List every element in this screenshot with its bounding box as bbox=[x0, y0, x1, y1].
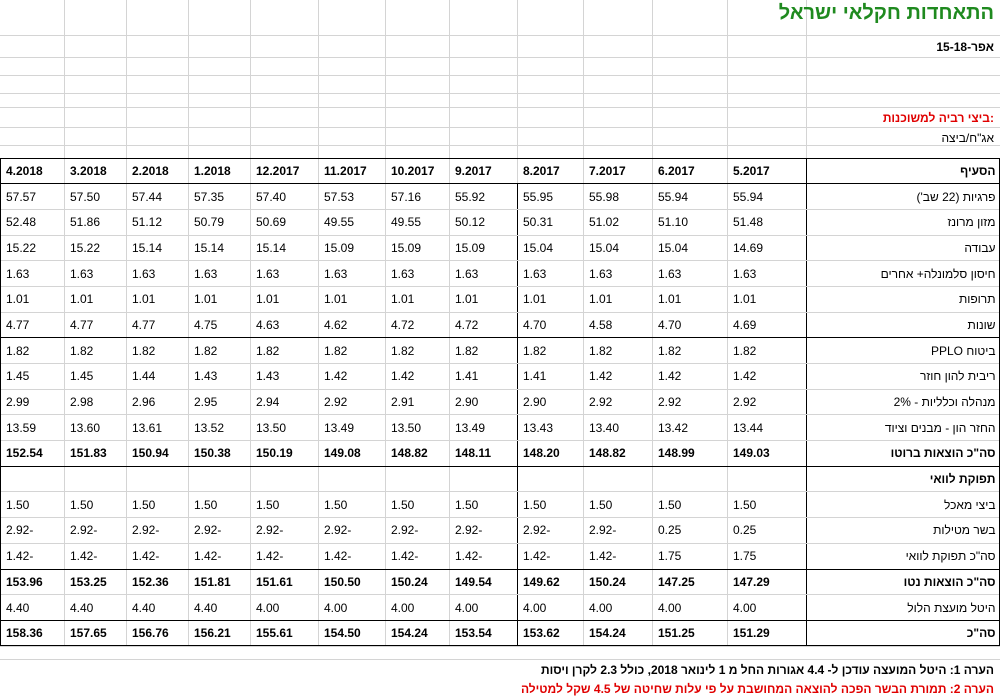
value-cell: 57.44 bbox=[127, 184, 189, 210]
value-cell: 15.22 bbox=[1, 235, 65, 261]
value-cell: -1.42 bbox=[127, 543, 189, 569]
value-cell: 154.24 bbox=[584, 620, 653, 646]
value-cell: 51.10 bbox=[653, 209, 728, 235]
value-cell: 1.43 bbox=[189, 364, 251, 390]
value-cell: 1.82 bbox=[189, 338, 251, 364]
grid-row bbox=[0, 58, 1000, 76]
value-cell: 57.16 bbox=[386, 184, 450, 210]
value-cell: 1.82 bbox=[518, 338, 584, 364]
grid-row bbox=[0, 108, 1000, 128]
value-cell: 150.19 bbox=[251, 441, 319, 467]
value-cell: 147.25 bbox=[653, 569, 728, 595]
value-cell: -1.42 bbox=[584, 543, 653, 569]
note-1: הערה 1: היטל המועצה עודכן ל- 4.4 אגורות החל מ 1 לינואר 2018, כולל 2.3 לקרן ויסות bbox=[540, 663, 994, 677]
sheet-title: התאחדות חקלאי ישראל bbox=[778, 2, 994, 24]
value-cell: 2.92 bbox=[319, 389, 386, 415]
value-cell: 1.63 bbox=[386, 261, 450, 287]
value-cell: -1.42 bbox=[450, 543, 518, 569]
grid-row bbox=[0, 94, 1000, 108]
grid-row bbox=[0, 128, 1000, 146]
value-cell: 1.41 bbox=[518, 364, 584, 390]
value-cell: -2.92 bbox=[450, 518, 518, 544]
value-cell: 148.20 bbox=[518, 441, 584, 467]
value-cell: 4.40 bbox=[189, 595, 251, 621]
column-header: 11.2017 bbox=[319, 158, 386, 184]
column-header: 7.2017 bbox=[584, 158, 653, 184]
value-cell: 4.63 bbox=[251, 312, 319, 338]
value-cell bbox=[65, 466, 127, 492]
value-cell: 156.76 bbox=[127, 620, 189, 646]
value-cell: 1.45 bbox=[1, 364, 65, 390]
value-cell: 4.00 bbox=[251, 595, 319, 621]
value-cell: 57.50 bbox=[65, 184, 127, 210]
row-label: חיסון סלמונלה+ אחרים bbox=[807, 261, 1000, 287]
value-cell: 151.83 bbox=[65, 441, 127, 467]
value-cell: 151.61 bbox=[251, 569, 319, 595]
value-cell: 152.54 bbox=[1, 441, 65, 467]
value-cell bbox=[251, 466, 319, 492]
value-cell: 1.01 bbox=[728, 286, 807, 312]
value-cell: 4.00 bbox=[518, 595, 584, 621]
value-cell: 51.48 bbox=[728, 209, 807, 235]
value-cell: 150.38 bbox=[189, 441, 251, 467]
value-cell: -2.92 bbox=[319, 518, 386, 544]
table-row bbox=[1, 286, 1000, 312]
value-cell: 1.42 bbox=[584, 364, 653, 390]
note-2: הערה 2: תמורת הבשר הפכה להוצאה המחושבת על פי עלות שחיטה של 4.5 שקל למטילה bbox=[520, 682, 994, 696]
value-cell: 1.01 bbox=[518, 286, 584, 312]
value-cell: 50.79 bbox=[189, 209, 251, 235]
table-row bbox=[1, 235, 1000, 261]
value-cell: 55.98 bbox=[584, 184, 653, 210]
value-cell: 1.82 bbox=[127, 338, 189, 364]
value-cell: 57.40 bbox=[251, 184, 319, 210]
value-cell: 13.50 bbox=[251, 415, 319, 441]
value-cell: 2.90 bbox=[450, 389, 518, 415]
row-label: ביצי מאכל bbox=[807, 492, 1000, 518]
row-label: סה"כ הוצאות ברוטו bbox=[807, 441, 1000, 467]
value-cell: 1.50 bbox=[584, 492, 653, 518]
table-row bbox=[1, 184, 1000, 210]
value-cell: 1.63 bbox=[251, 261, 319, 287]
value-cell: 4.62 bbox=[319, 312, 386, 338]
value-cell: 1.50 bbox=[189, 492, 251, 518]
table-row bbox=[1, 261, 1000, 287]
value-cell: 4.00 bbox=[450, 595, 518, 621]
value-cell: 1.50 bbox=[728, 492, 807, 518]
value-cell: 15.04 bbox=[518, 235, 584, 261]
column-header: 9.2017 bbox=[450, 158, 518, 184]
value-cell: 148.99 bbox=[653, 441, 728, 467]
value-cell: 4.00 bbox=[319, 595, 386, 621]
value-cell: 1.01 bbox=[653, 286, 728, 312]
value-cell: 155.61 bbox=[251, 620, 319, 646]
value-cell: 15.22 bbox=[65, 235, 127, 261]
value-cell: -2.92 bbox=[65, 518, 127, 544]
value-cell: 1.82 bbox=[319, 338, 386, 364]
value-cell: -2.92 bbox=[386, 518, 450, 544]
value-cell: 0.25 bbox=[653, 518, 728, 544]
value-cell: -1.42 bbox=[65, 543, 127, 569]
value-cell: 2.90 bbox=[518, 389, 584, 415]
value-cell: 153.25 bbox=[65, 569, 127, 595]
value-cell: 52.48 bbox=[1, 209, 65, 235]
table-row bbox=[1, 492, 1000, 518]
row-label: החזר הון - מבנים וציוד bbox=[807, 415, 1000, 441]
value-cell: 50.31 bbox=[518, 209, 584, 235]
value-cell: 1.63 bbox=[728, 261, 807, 287]
value-cell: 2.94 bbox=[251, 389, 319, 415]
value-cell: 1.63 bbox=[319, 261, 386, 287]
value-cell: 1.50 bbox=[1, 492, 65, 518]
value-cell: 1.50 bbox=[386, 492, 450, 518]
table-row bbox=[1, 441, 1000, 467]
row-label: בשר מטילות bbox=[807, 518, 1000, 544]
value-cell: 2.99 bbox=[1, 389, 65, 415]
column-header: 10.2017 bbox=[386, 158, 450, 184]
value-cell bbox=[653, 466, 728, 492]
column-header: 3.2018 bbox=[65, 158, 127, 184]
value-cell: 1.82 bbox=[386, 338, 450, 364]
value-cell: 1.63 bbox=[127, 261, 189, 287]
value-cell: 13.40 bbox=[584, 415, 653, 441]
value-cell: 57.53 bbox=[319, 184, 386, 210]
value-cell: 2.91 bbox=[386, 389, 450, 415]
value-cell: 149.08 bbox=[319, 441, 386, 467]
value-cell bbox=[319, 466, 386, 492]
value-cell: 4.00 bbox=[386, 595, 450, 621]
value-cell: 149.54 bbox=[450, 569, 518, 595]
value-cell: -2.92 bbox=[189, 518, 251, 544]
value-cell: 1.75 bbox=[728, 543, 807, 569]
table-row bbox=[1, 364, 1000, 390]
value-cell: 1.63 bbox=[65, 261, 127, 287]
value-cell: 153.96 bbox=[1, 569, 65, 595]
row-label: שונות bbox=[807, 312, 1000, 338]
value-cell: 1.01 bbox=[319, 286, 386, 312]
value-cell: -2.92 bbox=[127, 518, 189, 544]
value-cell bbox=[386, 466, 450, 492]
value-cell: 55.94 bbox=[653, 184, 728, 210]
value-cell: 4.77 bbox=[65, 312, 127, 338]
value-cell: 1.01 bbox=[251, 286, 319, 312]
value-cell: 13.59 bbox=[1, 415, 65, 441]
value-cell: 4.70 bbox=[653, 312, 728, 338]
value-cell: -2.92 bbox=[251, 518, 319, 544]
value-cell: 15.09 bbox=[450, 235, 518, 261]
value-cell: 158.36 bbox=[1, 620, 65, 646]
value-cell: 57.35 bbox=[189, 184, 251, 210]
value-cell: -2.92 bbox=[1, 518, 65, 544]
value-cell: 2.92 bbox=[584, 389, 653, 415]
value-cell: 150.94 bbox=[127, 441, 189, 467]
value-cell: 2.92 bbox=[728, 389, 807, 415]
value-cell: 148.82 bbox=[584, 441, 653, 467]
value-cell: 4.00 bbox=[653, 595, 728, 621]
value-cell: 55.95 bbox=[518, 184, 584, 210]
value-cell: 1.45 bbox=[65, 364, 127, 390]
value-cell: 1.44 bbox=[127, 364, 189, 390]
value-cell: 13.60 bbox=[65, 415, 127, 441]
value-cell: 152.36 bbox=[127, 569, 189, 595]
table-row bbox=[1, 569, 1000, 595]
value-cell bbox=[1, 466, 65, 492]
value-cell: 153.62 bbox=[518, 620, 584, 646]
value-cell: 13.42 bbox=[653, 415, 728, 441]
value-cell: 1.50 bbox=[251, 492, 319, 518]
value-cell: 4.70 bbox=[518, 312, 584, 338]
table-row bbox=[1, 415, 1000, 441]
value-cell: 2.95 bbox=[189, 389, 251, 415]
table-header-row bbox=[1, 158, 1000, 184]
row-label: סה"כ bbox=[807, 620, 1000, 646]
value-cell: 148.82 bbox=[386, 441, 450, 467]
value-cell: 4.77 bbox=[127, 312, 189, 338]
row-label: סה"כ תפוקת לוואי bbox=[807, 543, 1000, 569]
value-cell: 4.40 bbox=[65, 595, 127, 621]
value-cell: 1.43 bbox=[251, 364, 319, 390]
value-cell: 1.82 bbox=[1, 338, 65, 364]
grid-row bbox=[0, 36, 1000, 58]
value-cell: 1.63 bbox=[518, 261, 584, 287]
value-cell: -1.42 bbox=[1, 543, 65, 569]
value-cell: 1.01 bbox=[1, 286, 65, 312]
value-cell: 49.55 bbox=[319, 209, 386, 235]
unit-label: אג"ח/ביצה bbox=[941, 131, 994, 145]
row-label: פרגיות (22 שב') bbox=[807, 184, 1000, 210]
value-cell: 1.01 bbox=[386, 286, 450, 312]
table-row bbox=[1, 389, 1000, 415]
table-row bbox=[1, 312, 1000, 338]
value-cell: 1.50 bbox=[65, 492, 127, 518]
value-cell: 1.82 bbox=[450, 338, 518, 364]
value-cell: 4.40 bbox=[127, 595, 189, 621]
value-cell: 154.50 bbox=[319, 620, 386, 646]
value-cell: 51.86 bbox=[65, 209, 127, 235]
value-cell: 4.58 bbox=[584, 312, 653, 338]
value-cell: 150.50 bbox=[319, 569, 386, 595]
row-label: עבודה bbox=[807, 235, 1000, 261]
value-cell: 4.72 bbox=[450, 312, 518, 338]
table-row bbox=[1, 595, 1000, 621]
row-label: מנהלה וכלליות - 2% bbox=[807, 389, 1000, 415]
table-row bbox=[1, 518, 1000, 544]
value-cell: 50.69 bbox=[251, 209, 319, 235]
value-cell: 151.81 bbox=[189, 569, 251, 595]
value-cell bbox=[127, 466, 189, 492]
value-cell: 147.29 bbox=[728, 569, 807, 595]
value-cell: 1.82 bbox=[65, 338, 127, 364]
value-cell: 1.82 bbox=[584, 338, 653, 364]
value-cell: 0.25 bbox=[728, 518, 807, 544]
value-cell: -1.42 bbox=[189, 543, 251, 569]
table-row bbox=[1, 466, 1000, 492]
value-cell bbox=[450, 466, 518, 492]
table-row bbox=[1, 620, 1000, 646]
value-cell: 15.09 bbox=[319, 235, 386, 261]
value-cell: 149.62 bbox=[518, 569, 584, 595]
column-header: 12.2017 bbox=[251, 158, 319, 184]
value-cell: 1.50 bbox=[127, 492, 189, 518]
value-cell: 15.14 bbox=[189, 235, 251, 261]
value-cell: 4.40 bbox=[1, 595, 65, 621]
row-label: היטל מועצת הלול bbox=[807, 595, 1000, 621]
value-cell: 151.25 bbox=[653, 620, 728, 646]
value-cell: 51.12 bbox=[127, 209, 189, 235]
value-cell: 13.61 bbox=[127, 415, 189, 441]
value-cell: 151.29 bbox=[728, 620, 807, 646]
row-label: מזון מרונז bbox=[807, 209, 1000, 235]
table-row bbox=[1, 338, 1000, 364]
value-cell: 4.75 bbox=[189, 312, 251, 338]
value-cell: 1.42 bbox=[653, 364, 728, 390]
value-cell: 1.01 bbox=[450, 286, 518, 312]
value-cell: 1.82 bbox=[653, 338, 728, 364]
value-cell: 1.50 bbox=[653, 492, 728, 518]
column-header: 4.2018 bbox=[1, 158, 65, 184]
row-label: תרופות bbox=[807, 286, 1000, 312]
column-header: 5.2017 bbox=[728, 158, 807, 184]
column-header-label: הסעיף bbox=[807, 158, 1000, 184]
column-header: 2.2018 bbox=[127, 158, 189, 184]
value-cell: 50.12 bbox=[450, 209, 518, 235]
value-cell: 1.63 bbox=[189, 261, 251, 287]
value-cell: 4.00 bbox=[728, 595, 807, 621]
row-label: ביטוח PPLO bbox=[807, 338, 1000, 364]
value-cell: 149.03 bbox=[728, 441, 807, 467]
value-cell: 4.77 bbox=[1, 312, 65, 338]
value-cell: -1.42 bbox=[319, 543, 386, 569]
value-cell: 13.52 bbox=[189, 415, 251, 441]
value-cell: 1.01 bbox=[65, 286, 127, 312]
value-cell: -1.42 bbox=[251, 543, 319, 569]
value-cell: 157.65 bbox=[65, 620, 127, 646]
value-cell: 154.24 bbox=[386, 620, 450, 646]
value-cell: 1.82 bbox=[728, 338, 807, 364]
value-cell bbox=[518, 466, 584, 492]
value-cell: 1.01 bbox=[189, 286, 251, 312]
value-cell: -2.92 bbox=[518, 518, 584, 544]
value-cell bbox=[728, 466, 807, 492]
value-cell: 156.21 bbox=[189, 620, 251, 646]
value-cell: 57.57 bbox=[1, 184, 65, 210]
value-cell: 1.63 bbox=[584, 261, 653, 287]
value-cell: 13.49 bbox=[319, 415, 386, 441]
row-label: סה"כ הוצאות נטו bbox=[807, 569, 1000, 595]
value-cell: 1.50 bbox=[518, 492, 584, 518]
table-row bbox=[1, 543, 1000, 569]
value-cell: 148.11 bbox=[450, 441, 518, 467]
value-cell: 1.42 bbox=[728, 364, 807, 390]
value-cell: 49.55 bbox=[386, 209, 450, 235]
value-cell: 13.44 bbox=[728, 415, 807, 441]
grid-row bbox=[0, 646, 1000, 660]
value-cell: 55.92 bbox=[450, 184, 518, 210]
value-cell: 4.00 bbox=[584, 595, 653, 621]
column-header: 1.2018 bbox=[189, 158, 251, 184]
column-header: 8.2017 bbox=[518, 158, 584, 184]
value-cell: 1.63 bbox=[1, 261, 65, 287]
report-date: 15-אפר-18 bbox=[936, 40, 994, 54]
value-cell: 1.82 bbox=[251, 338, 319, 364]
section-heading: ביצי רביה למשוכנות: bbox=[882, 111, 994, 125]
grid-row bbox=[0, 76, 1000, 94]
value-cell: 1.41 bbox=[450, 364, 518, 390]
value-cell: 1.63 bbox=[450, 261, 518, 287]
value-cell: 1.42 bbox=[319, 364, 386, 390]
row-label: ריבית להון חוזר bbox=[807, 364, 1000, 390]
value-cell: 150.24 bbox=[584, 569, 653, 595]
value-cell: -2.92 bbox=[584, 518, 653, 544]
value-cell: 14.69 bbox=[728, 235, 807, 261]
value-cell: 15.14 bbox=[127, 235, 189, 261]
value-cell: 51.02 bbox=[584, 209, 653, 235]
value-cell: 153.54 bbox=[450, 620, 518, 646]
value-cell: 15.14 bbox=[251, 235, 319, 261]
table-row bbox=[1, 209, 1000, 235]
value-cell: 1.50 bbox=[450, 492, 518, 518]
value-cell: 15.04 bbox=[584, 235, 653, 261]
value-cell: 4.69 bbox=[728, 312, 807, 338]
value-cell: -1.42 bbox=[386, 543, 450, 569]
value-cell: 1.01 bbox=[584, 286, 653, 312]
value-cell: 1.42 bbox=[386, 364, 450, 390]
value-cell: 13.43 bbox=[518, 415, 584, 441]
value-cell bbox=[584, 466, 653, 492]
column-header: 6.2017 bbox=[653, 158, 728, 184]
value-cell: 2.98 bbox=[65, 389, 127, 415]
value-cell: 13.49 bbox=[450, 415, 518, 441]
value-cell: -1.42 bbox=[518, 543, 584, 569]
value-cell: 4.72 bbox=[386, 312, 450, 338]
cost-table bbox=[0, 158, 1000, 647]
value-cell: 150.24 bbox=[386, 569, 450, 595]
value-cell: 15.09 bbox=[386, 235, 450, 261]
value-cell: 1.63 bbox=[653, 261, 728, 287]
value-cell: 1.75 bbox=[653, 543, 728, 569]
value-cell: 1.50 bbox=[319, 492, 386, 518]
value-cell: 1.01 bbox=[127, 286, 189, 312]
row-label: תפוקת לוואי bbox=[807, 466, 1000, 492]
value-cell: 15.04 bbox=[653, 235, 728, 261]
value-cell: 2.92 bbox=[653, 389, 728, 415]
value-cell: 2.96 bbox=[127, 389, 189, 415]
value-cell: 13.50 bbox=[386, 415, 450, 441]
value-cell bbox=[189, 466, 251, 492]
value-cell: 55.94 bbox=[728, 184, 807, 210]
